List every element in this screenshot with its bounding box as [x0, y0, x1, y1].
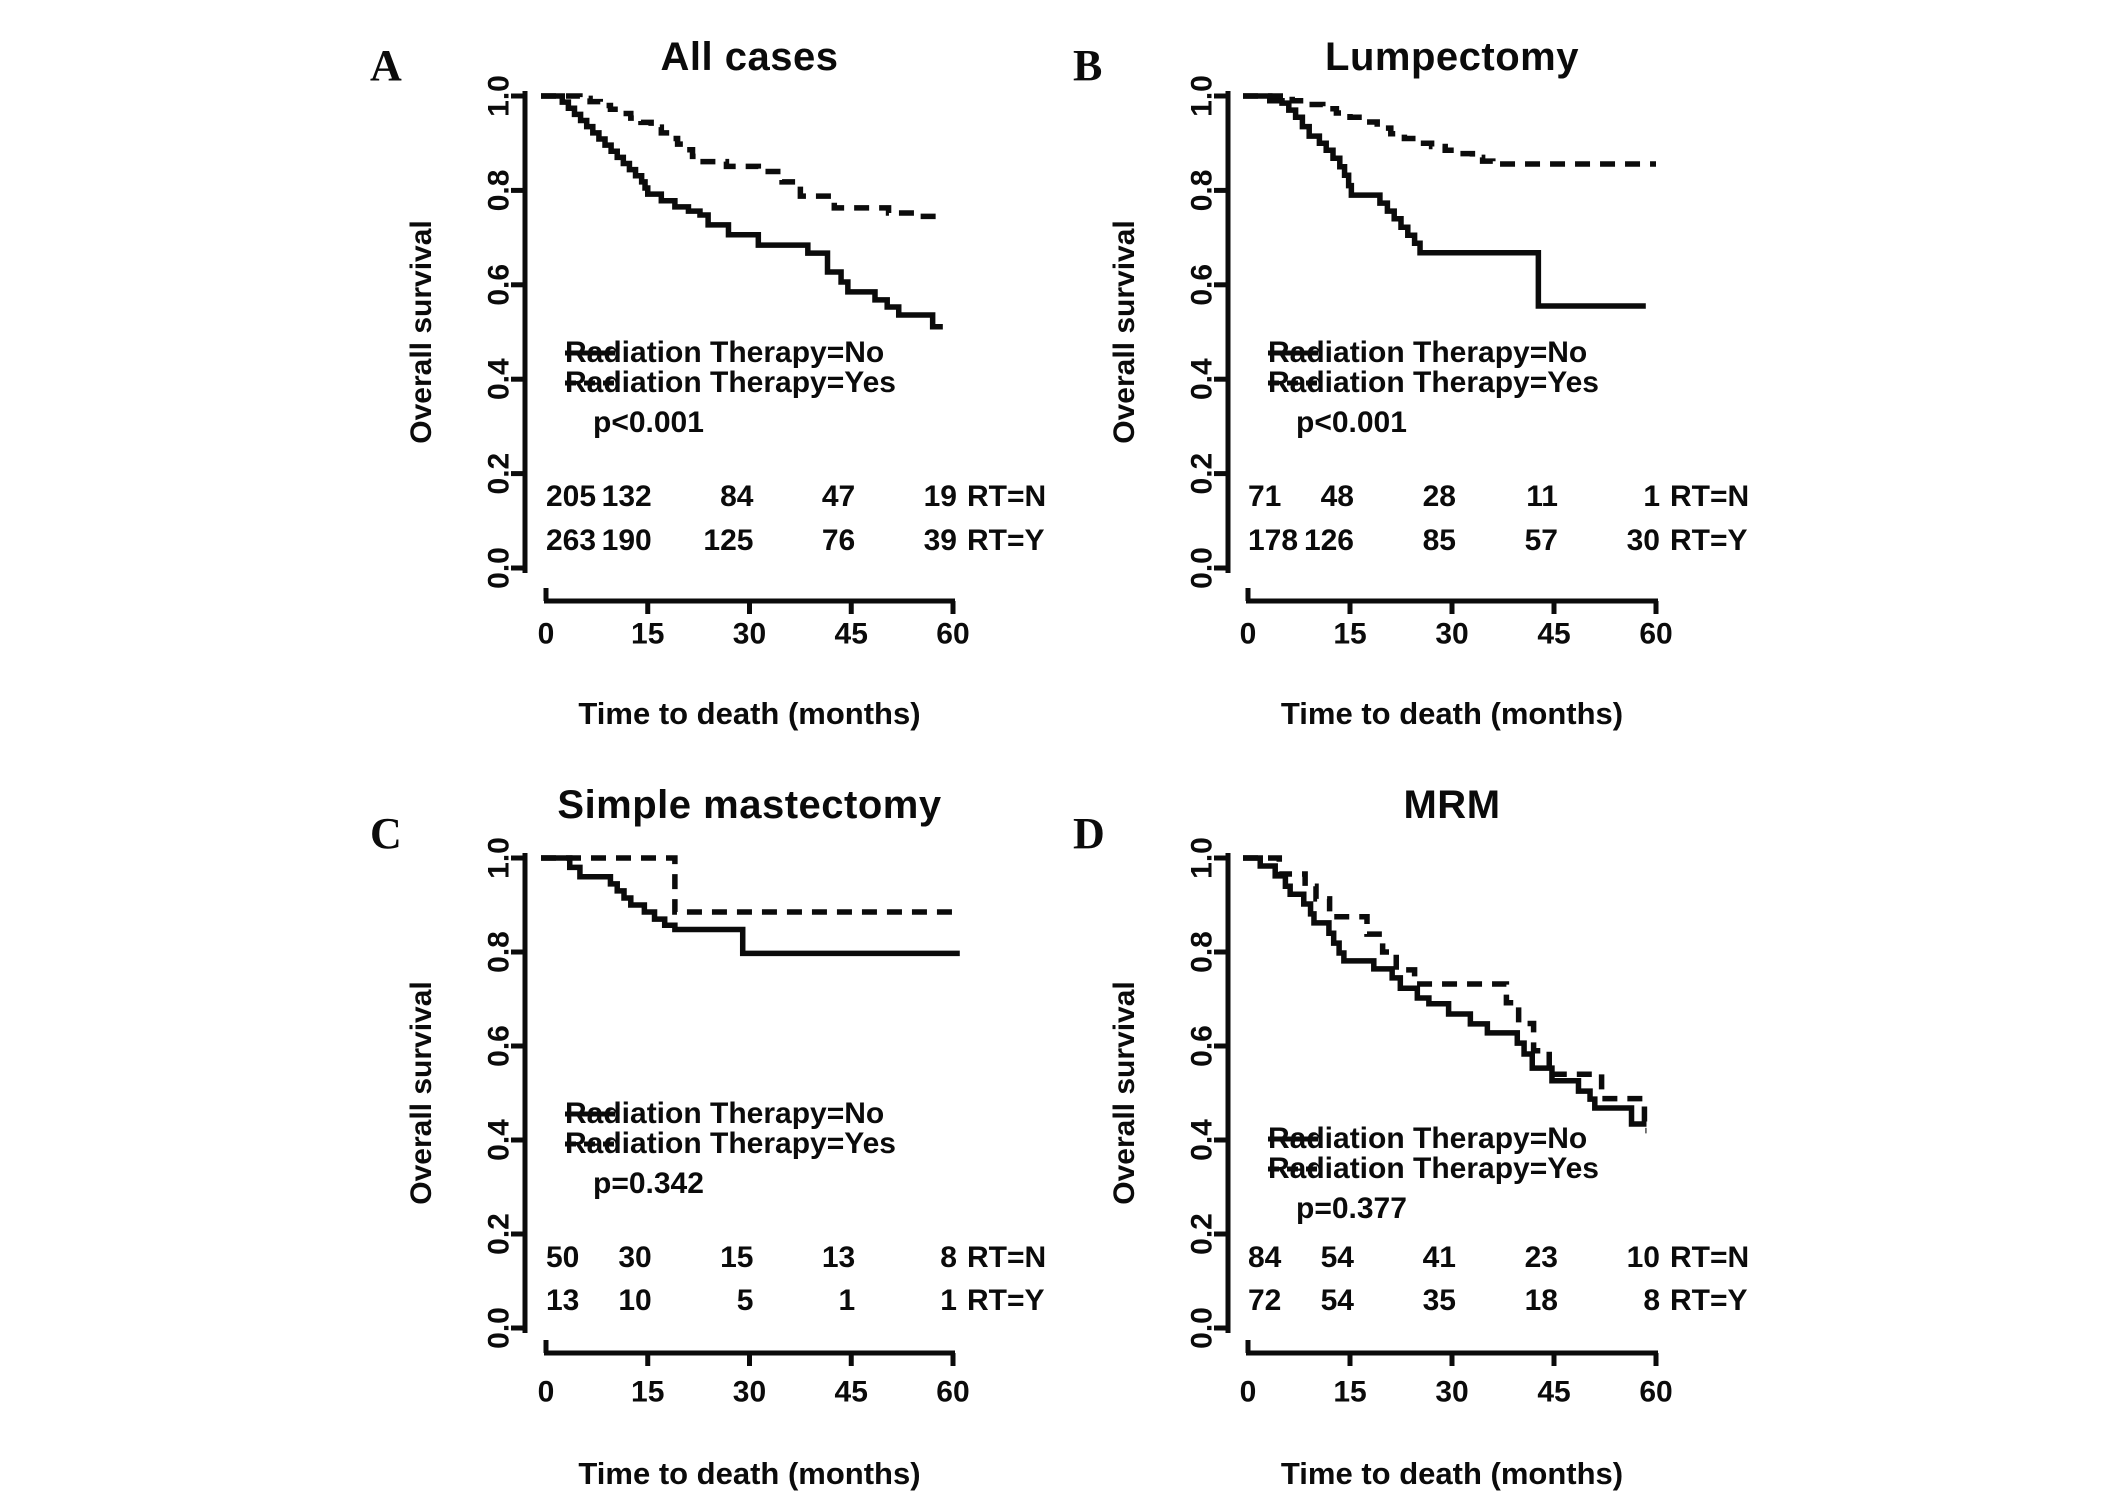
risk-count: 54 [1320, 1240, 1354, 1274]
y-tick-label: 1.0 [482, 837, 516, 879]
x-tick-label: 0 [1239, 617, 1257, 651]
x-tick-label: 30 [1435, 617, 1469, 651]
risk-count: 178 [1248, 524, 1299, 558]
risk-count: 190 [601, 524, 652, 558]
risk-count: 30 [1626, 524, 1660, 558]
x-tick-label: 0 [1239, 1375, 1257, 1409]
panel-title: All cases [660, 35, 839, 80]
risk-count: 19 [923, 480, 957, 514]
x-tick-label: 0 [537, 1375, 555, 1409]
risk-count: 13 [546, 1284, 580, 1318]
y-tick-label: 0.8 [482, 169, 516, 212]
risk-count: 76 [821, 524, 856, 558]
risk-count: 1 [838, 1284, 856, 1318]
y-axis-label: Overall survival [405, 220, 438, 444]
risk-count: 72 [1248, 1284, 1282, 1318]
x-tick-label: 45 [834, 617, 868, 651]
risk-count: 1 [1643, 480, 1660, 514]
risk-count: 47 [821, 480, 856, 514]
risk-row-label: RT=Y [966, 524, 1045, 558]
risk-count: 10 [1626, 1240, 1660, 1274]
y-tick-label: 0.2 [482, 452, 516, 495]
x-tick-label: 45 [1537, 1375, 1571, 1409]
y-tick-label: 0.6 [1185, 1025, 1219, 1067]
risk-row-label: RT=Y [1670, 524, 1748, 558]
y-tick-label: 0.6 [482, 263, 516, 306]
y-tick-label: 0.2 [1185, 1213, 1219, 1255]
legend-label: Radiation Therapy=Yes [565, 365, 896, 399]
y-tick-label: 0.8 [1185, 169, 1219, 212]
risk-count: 39 [923, 524, 957, 558]
x-tick-label: 30 [732, 617, 767, 651]
risk-row-label: RT=N [966, 1240, 1047, 1274]
legend-label: Radiation Therapy=Yes [1268, 365, 1599, 399]
y-tick-label: 0.4 [1185, 1119, 1219, 1161]
risk-count: 84 [720, 480, 754, 514]
risk-count: 5 [736, 1284, 754, 1318]
legend-label: Radiation Therapy=Yes [1268, 1152, 1599, 1186]
panel-plot [1186, 75, 1673, 650]
p-value: p=0.377 [1296, 1192, 1407, 1226]
risk-count: 8 [1643, 1284, 1660, 1318]
risk-count: 85 [1422, 524, 1456, 558]
risk-row-label: RT=Y [966, 1284, 1045, 1318]
y-tick-label: 0.4 [482, 358, 516, 401]
risk-row-label: RT=N [1670, 480, 1750, 514]
risk-count: 126 [1303, 524, 1354, 558]
risk-count: 1 [940, 1284, 957, 1318]
panel-plot [483, 75, 970, 650]
risk-count: 11 [1526, 480, 1558, 514]
y-tick-label: 0.0 [1185, 1307, 1219, 1349]
y-tick-label: 0.0 [482, 1307, 516, 1349]
p-value: p<0.001 [593, 406, 704, 440]
x-axis-label: Time to death (months) [578, 696, 921, 731]
risk-row-label: RT=N [1670, 1240, 1750, 1274]
panel-plot [1186, 837, 1673, 1408]
legend-label: Radiation Therapy=No [1268, 1122, 1588, 1156]
panel-letter: C [370, 809, 402, 858]
risk-count: 23 [1524, 1240, 1558, 1274]
risk-row-label: RT=Y [1670, 1284, 1748, 1318]
survival-curve-rt-no [541, 858, 960, 953]
risk-count: 15 [720, 1240, 754, 1274]
legend-label: Radiation Therapy=Yes [565, 1126, 896, 1160]
x-axis-label: Time to death (months) [1280, 1456, 1624, 1491]
p-value: p=0.342 [593, 1166, 704, 1200]
x-tick-label: 30 [732, 1375, 767, 1409]
y-tick-label: 0.4 [482, 1119, 516, 1161]
panel-plot [483, 837, 970, 1408]
y-tick-label: 0.4 [1185, 358, 1219, 401]
x-tick-label: 45 [834, 1375, 868, 1409]
y-axis-label: Overall survival [1108, 220, 1141, 444]
risk-row-label: RT=N [966, 480, 1047, 514]
risk-count: 84 [1248, 1240, 1282, 1274]
risk-count: 71 [1248, 480, 1282, 514]
panel-letter: A [370, 41, 402, 90]
risk-count: 205 [546, 480, 597, 514]
survival-curve-rt-yes [1243, 96, 1656, 164]
p-value: p<0.001 [1296, 406, 1407, 440]
y-tick-label: 0.0 [482, 547, 516, 589]
y-tick-label: 1.0 [1185, 75, 1219, 117]
risk-count: 28 [1422, 480, 1456, 514]
x-tick-label: 45 [1537, 617, 1571, 651]
risk-count: 50 [546, 1240, 580, 1274]
x-tick-label: 60 [936, 617, 970, 651]
y-tick-label: 1.0 [482, 75, 516, 117]
x-tick-label: 15 [1333, 1375, 1367, 1409]
legend-label: Radiation Therapy=No [565, 336, 885, 370]
survival-curve-rt-no [1243, 96, 1646, 306]
x-tick-label: 15 [631, 617, 665, 651]
risk-count: 54 [1320, 1284, 1354, 1318]
y-tick-label: 0.8 [482, 931, 516, 973]
panel-title: Simple mastectomy [557, 783, 942, 828]
risk-count: 41 [1422, 1240, 1456, 1274]
y-tick-label: 0.6 [1185, 263, 1219, 306]
x-axis-label: Time to death (months) [578, 1456, 921, 1491]
survival-curve-rt-yes [541, 96, 941, 216]
risk-count: 263 [546, 524, 597, 558]
risk-count: 18 [1524, 1284, 1558, 1318]
panel-letter: D [1073, 809, 1105, 858]
y-axis-label: Overall survival [1108, 981, 1141, 1205]
panel-title: MRM [1403, 783, 1501, 828]
y-tick-label: 0.8 [1185, 931, 1219, 973]
risk-count: 8 [940, 1240, 957, 1274]
panel-letter: B [1073, 41, 1103, 90]
y-tick-label: 0.2 [1185, 452, 1219, 495]
x-tick-label: 60 [936, 1375, 970, 1409]
risk-count: 125 [703, 524, 754, 558]
x-tick-label: 15 [631, 1375, 665, 1409]
survival-curve-rt-no [1243, 858, 1646, 1124]
y-axis-label: Overall survival [405, 981, 438, 1205]
panel-title: Lumpectomy [1325, 35, 1579, 80]
risk-count: 10 [618, 1284, 652, 1318]
x-tick-label: 60 [1639, 1375, 1673, 1409]
risk-count: 13 [821, 1240, 856, 1274]
legend-label: Radiation Therapy=No [565, 1097, 885, 1131]
y-tick-label: 1.0 [1185, 837, 1219, 879]
x-tick-label: 60 [1639, 617, 1673, 651]
x-tick-label: 0 [537, 617, 555, 651]
survival-curve-rt-yes [541, 858, 960, 912]
risk-count: 57 [1524, 524, 1558, 558]
risk-count: 132 [601, 480, 652, 514]
y-tick-label: 0.0 [1185, 547, 1219, 589]
risk-count: 30 [618, 1240, 652, 1274]
risk-count: 35 [1422, 1284, 1456, 1318]
x-axis-label: Time to death (months) [1280, 696, 1624, 731]
x-tick-label: 30 [1435, 1375, 1469, 1409]
legend-label: Radiation Therapy=No [1268, 336, 1588, 370]
x-tick-label: 15 [1333, 617, 1367, 651]
y-tick-label: 0.2 [482, 1213, 516, 1255]
y-tick-label: 0.6 [482, 1025, 516, 1067]
risk-count: 48 [1320, 480, 1354, 514]
survival-curve-rt-no [541, 96, 943, 327]
